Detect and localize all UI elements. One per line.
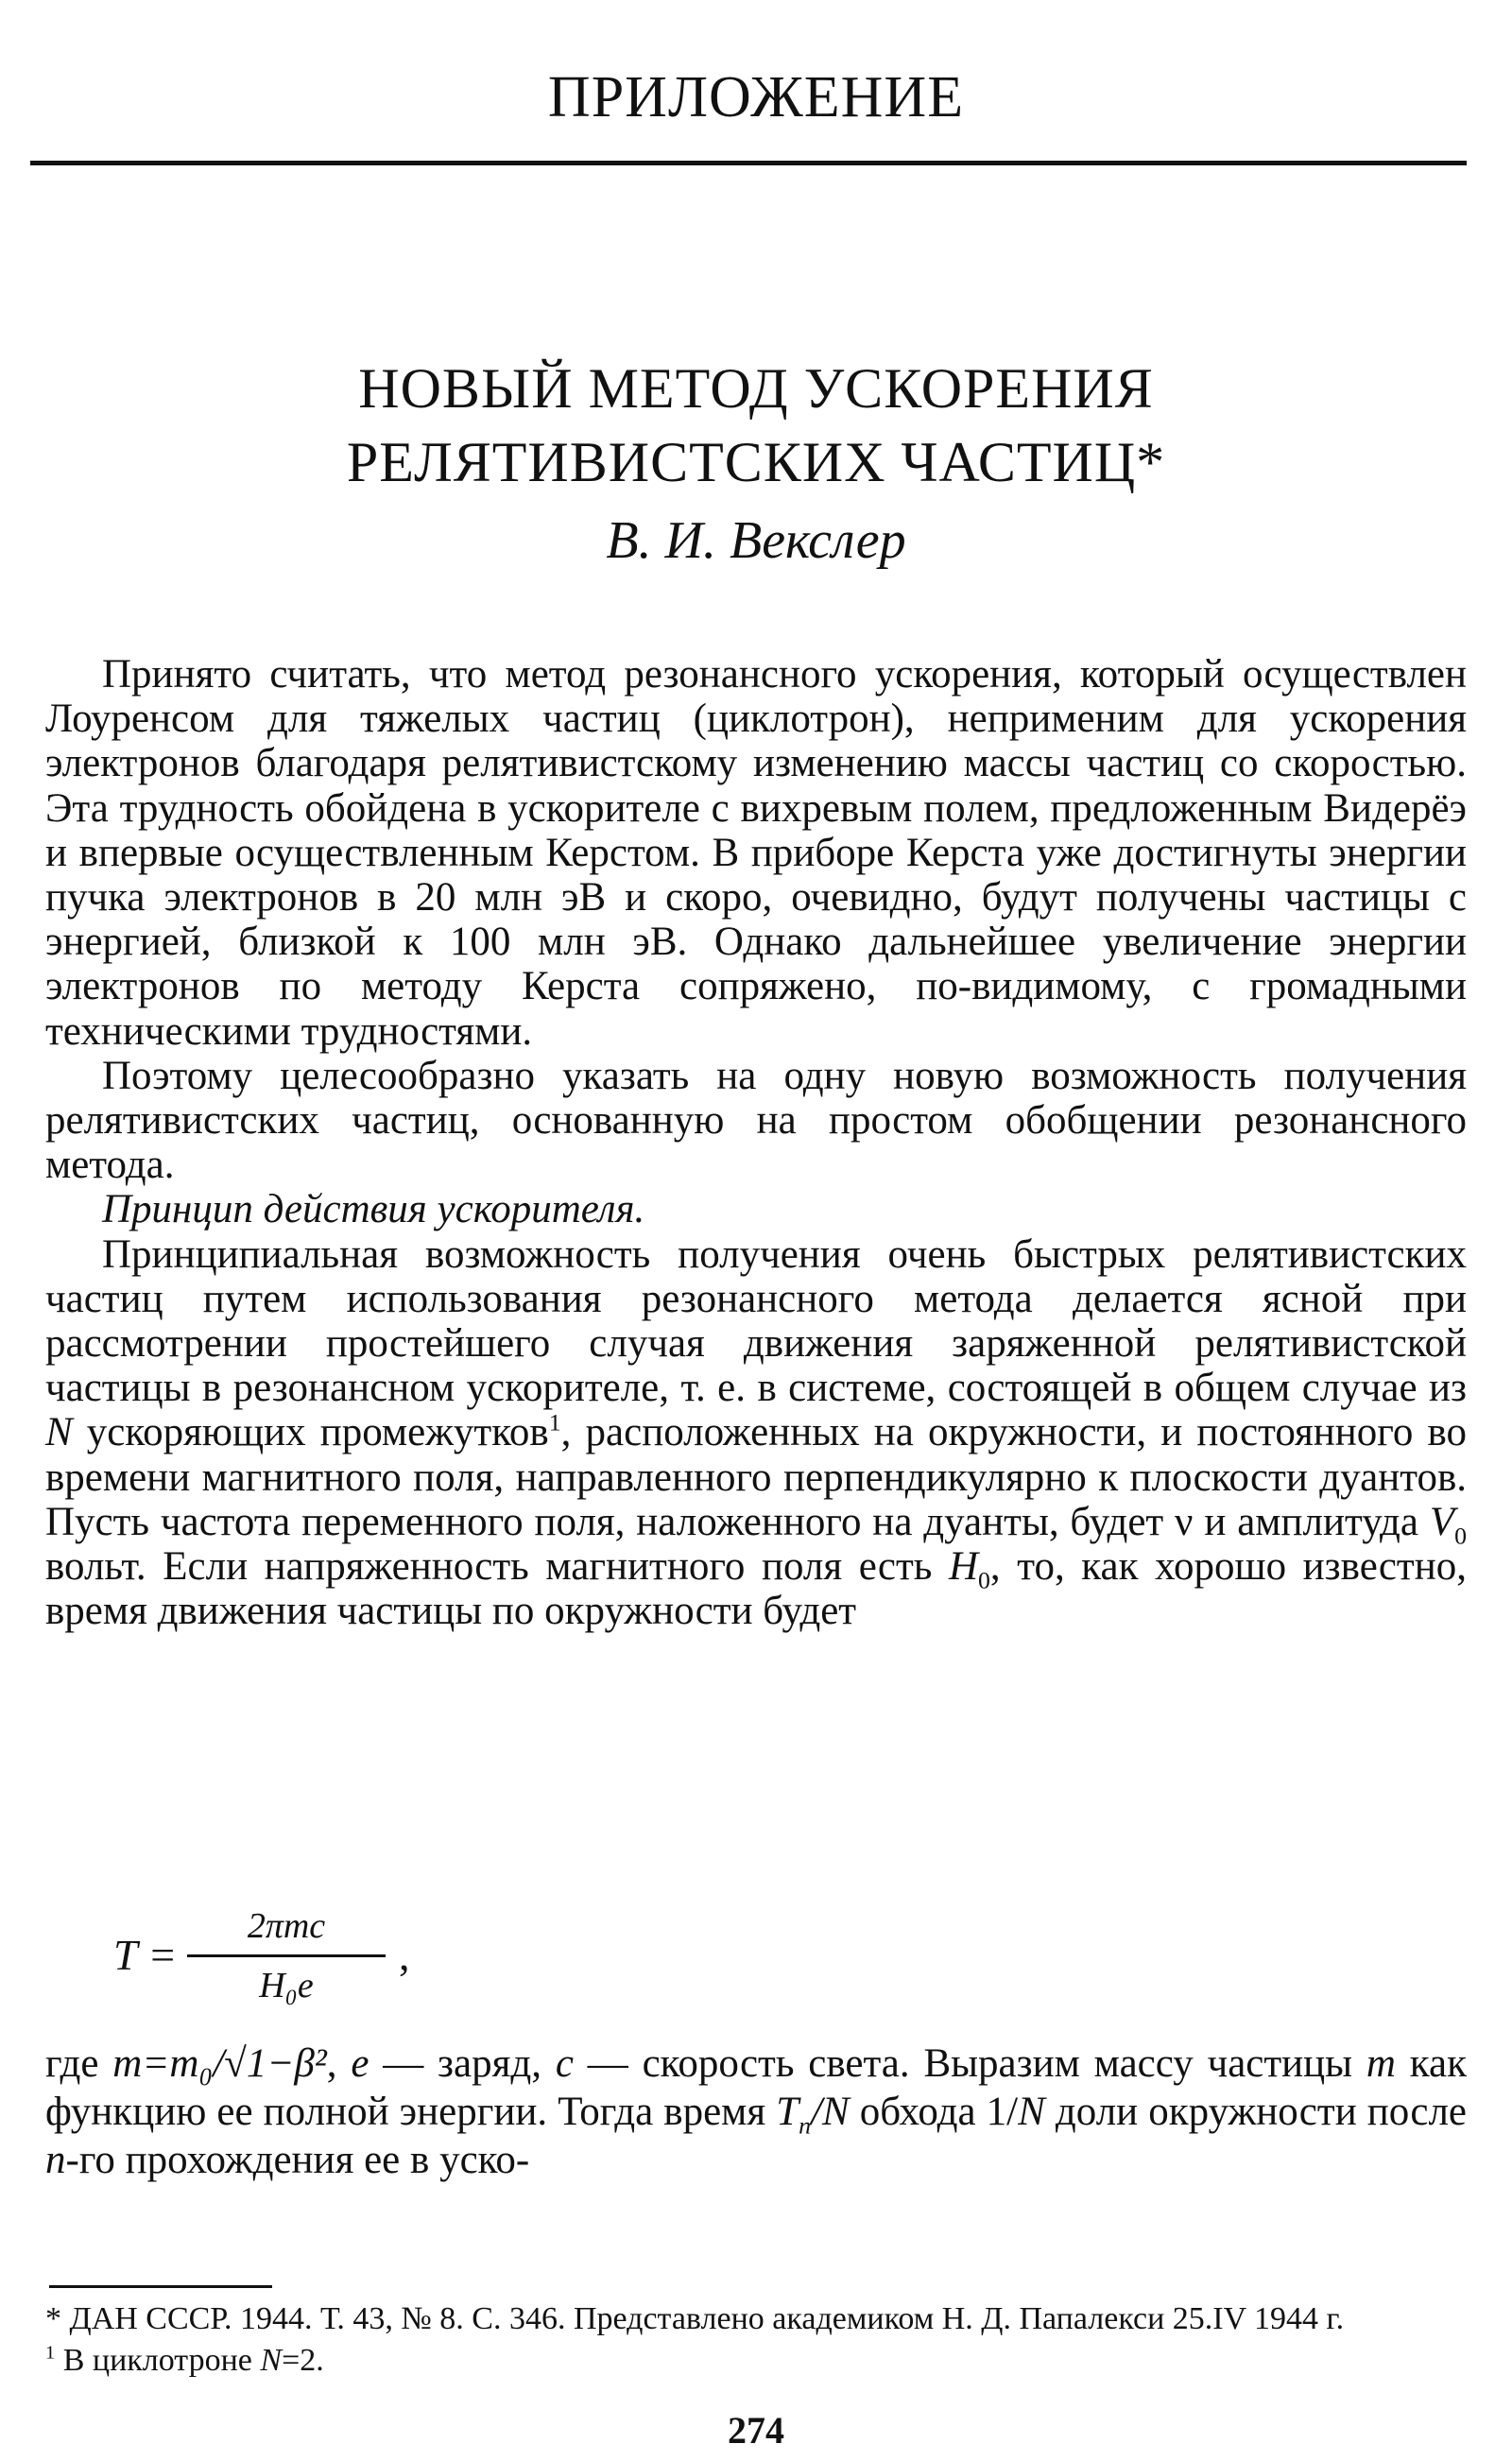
- article-title: [0, 352, 1512, 499]
- fraction-bar: [187, 1954, 386, 1957]
- article-author: В. И. Векслер: [606, 511, 906, 570]
- header-rule: [30, 161, 1467, 165]
- footnote-1: $^1$ В циклотроне N=2.: [45, 2342, 324, 2378]
- formula-numerator: 2πmc: [247, 1906, 326, 1946]
- article-body: [45, 652, 1467, 1633]
- footnote-ref-1: 1: [548, 1409, 561, 1437]
- footnote-rule: [49, 2285, 272, 2288]
- footnote-star: * ДАН СССР. 1944. Т. 43, № 8. С. 346. Представлено академиком Н. Д. Папалекси 25.IV 1944 г.: [45, 2301, 1345, 2336]
- period-formula: [113, 1900, 454, 2013]
- paragraph-1: Принято считать, что метод резонансного ускорения, который осуществлен Лоуренсом для тяжелых частиц (циклотрон), неприменим для ускорения электронов благодаря релятивистскому изменению массы частиц со скоростью. Эта трудность обойдена в ускорителе с вихревым полем, предложенным Видерёэ и впервые осуществленным Керстом. В приборе Керста уже достигнуты энергии пучка электронов в 20 млн эВ и скоро, очевидно, будут получены частицы с энергией, близкой к 100 млн эВ. Однако дальнейшее увеличение энергии электронов по методу Керста сопряжено, по-видимому, с громадными техническими трудностями.: [45, 652, 1467, 1054]
- paragraph-3: Принципиальная возможность получения очень быстрых релятивистских частиц путем использования резонансного метода делается ясной при рассмотрении простейшего случая движения заряженной релятивистской частицы в резонансном ускорителе, т. е. в системе, состоящей в общем случае из N ускоряющих промежутков$^1$, расположенных на окружности, и постоянного во времени магнитного поля, направленного перпендикулярно к плоскости дуантов. Пусть частота переменного поля, наложенного на дуанты, будет ν и амплитуда $V_0$ вольт. Если напряженность магнитного поля есть $H_0$, то, как хорошо известно, время движения частицы по окружности будет: [45, 1231, 1467, 1634]
- article-body-continued: [45, 2039, 1467, 2184]
- formula-lhs: T =: [113, 1931, 178, 1979]
- paragraph-4: где m=m₀/√1−β², e — заряд, c — скорость света. Выразим массу частицы m как функцию ее полной энергии. Тогда время $T_n/N$ обхода 1/N доли окружности после n-го прохождения ее в уско-: [45, 2041, 1468, 2182]
- title-line-2: РЕЛЯТИВИСТСКИХ ЧАСТИЦ*: [346, 431, 1166, 493]
- subheading: Принцип действия ускорителя.: [102, 1187, 645, 1232]
- formula-comma: ,: [399, 1931, 410, 1979]
- paragraph-2: Поэтому целесообразно указать на одну новую возможность получения релятивистских частиц, основанную на простом обобщении резонансного метода.: [45, 1053, 1467, 1188]
- page-number: 274: [728, 2409, 784, 2452]
- running-header: ПРИЛОЖЕНИЕ: [547, 65, 965, 129]
- formula-denominator: H₀e: [259, 1966, 314, 2005]
- footnotes: [45, 2298, 1467, 2382]
- title-line-1: НОВЫЙ МЕТОД УСКОРЕНИЯ: [358, 357, 1154, 420]
- formula-fraction: [187, 1900, 386, 2010]
